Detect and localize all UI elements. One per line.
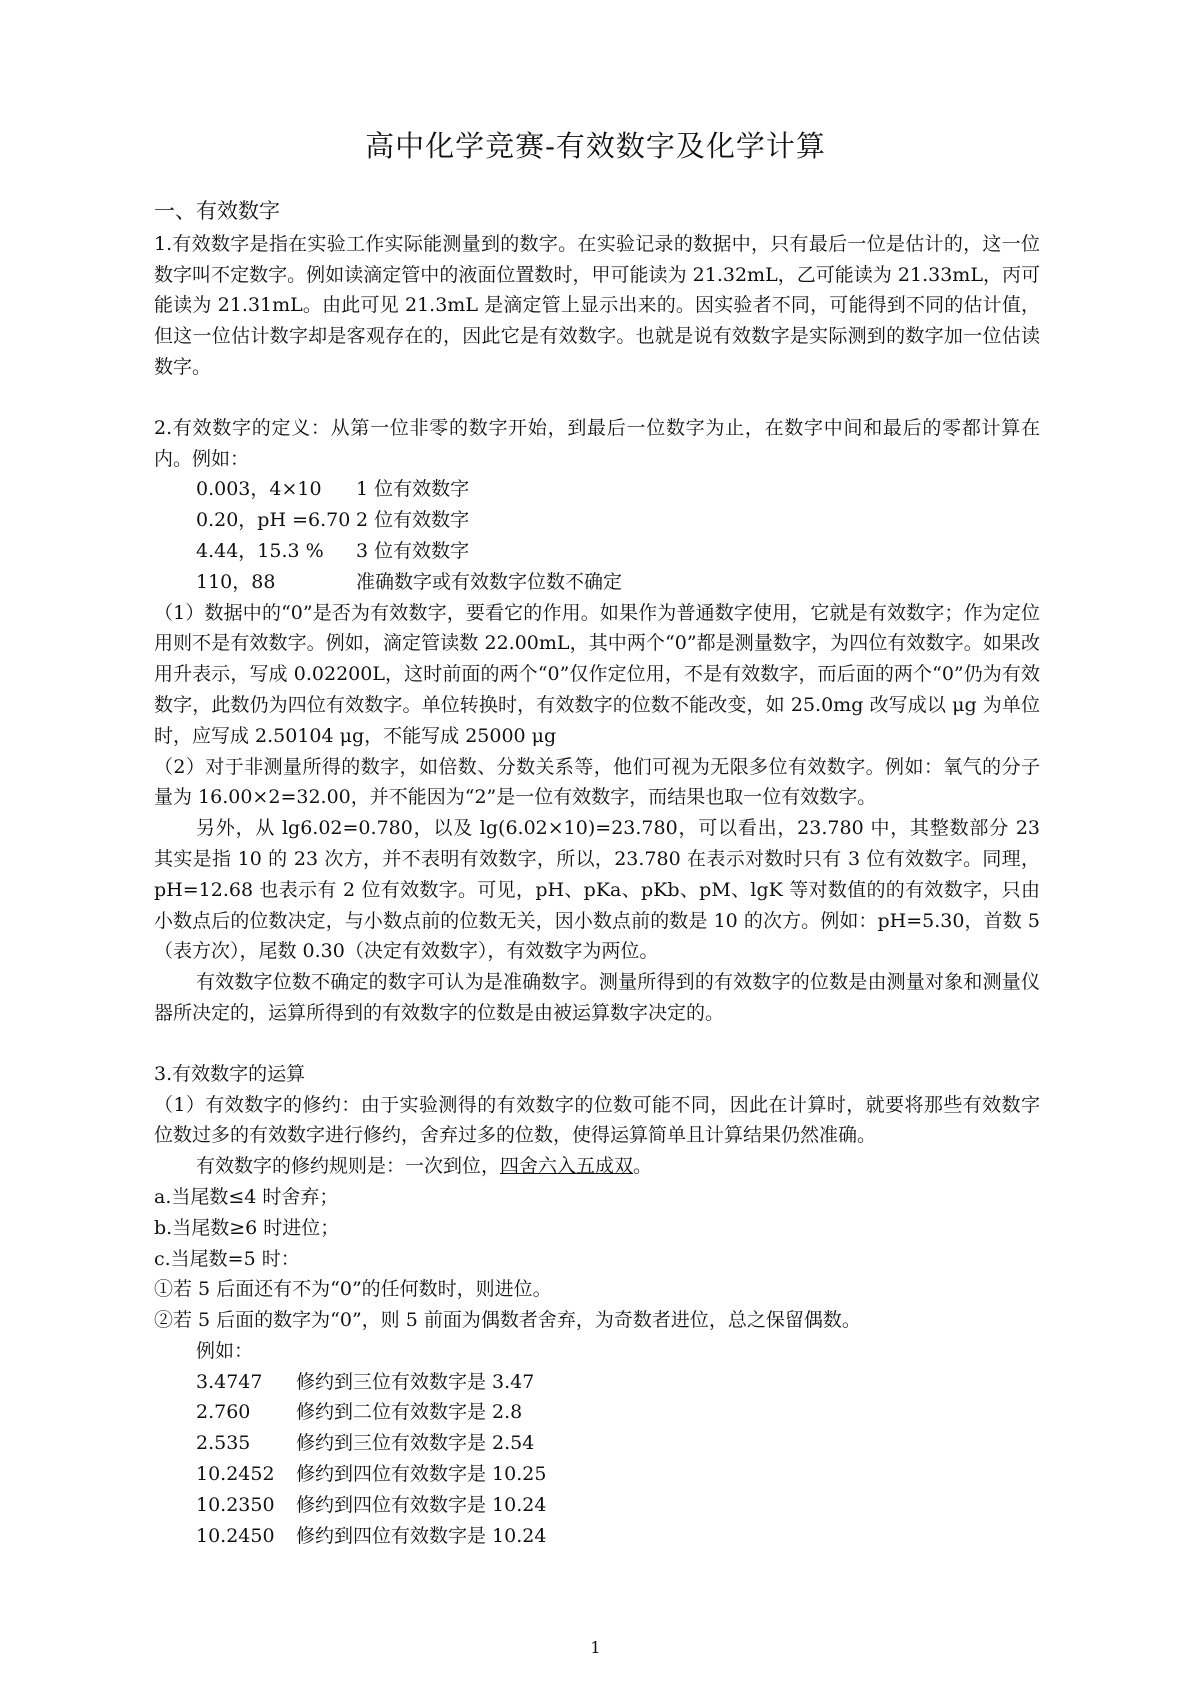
rule-b: b.当尾数≥6 时进位；: [154, 1216, 340, 1239]
rule-c2: ②若 5 后面的数字为“0”，则 5 前面为偶数者舍弃，为奇数者进位，总之保留偶数。: [154, 1309, 861, 1332]
example-row: 0.003，4×10 1 位有效数字: [196, 478, 470, 501]
paragraph-3: （1）数据中的“0”是否为有效数字，要看它的作用。如果作为普通数字使用，它就是有效数字；作为定位用则不是有效数字。例如，滴定管读数 22.00mL，其中两个“0”都是测量数字，为四位有效数字。如果改用升表示，写成 0.02200L，这时前面的两个“0”仅作定位用，不是有效数字，而后面的两个“0”仍为有效数字，此数仍为四位有效数字。单位转换时，有效数字的位数不能改变，如 25.0mg 改写成以 μg 为单位时，应写成 2.50104 μg，不能写成 25000 μg: [154, 601, 1040, 747]
paragraph-4: （2）对于非测量所得的数字，如倍数、分数关系等，他们可视为无限多位有效数字。例如：氧气的分子量为 16.00×2=32.00，并不能因为“2”是一位有效数字，而结果也取一位有效数字。: [154, 755, 1040, 809]
document-title: 高中化学竞赛-有效数字及化学计算: [365, 129, 826, 163]
rounding-row: 10.2450 修约到四位有效数字是 10.24: [196, 1524, 547, 1547]
rounding-row: 3.4747 修约到三位有效数字是 3.47: [196, 1370, 535, 1393]
paragraph-8: （1）有效数字的修约：由于实验测得的有效数字的位数可能不同，因此在计算时，就要将那些有效数字位数过多的有效数字进行修约，舍弃过多的位数，使得运算简单且计算结果仍然准确。: [154, 1093, 1040, 1147]
example-row: 4.44，15.3 % 3 位有效数字: [196, 539, 470, 562]
rule-c: c.当尾数=5 时：: [154, 1247, 300, 1270]
underlined-rule: 四舍六入五成双: [500, 1155, 634, 1178]
section-heading: 一、有效数字: [154, 199, 280, 223]
paragraph-1: 1.有效数字是指在实验工作实际能测量到的数字。在实验记录的数据中，只有最后一位是估计的，这一位数字叫不定数字。例如读滴定管中的液面位置数时，甲可能读为 21.32mL，乙可能读为 21.33mL，丙可能读为 21.31mL。由此可见 21.3mL 是滴定管上显示出来的。因实验者不同，可能得到不同的估计值，但这一位估计数字却是客观存在的，因此它是有效数字。也就是说有效数字是实际测到的数字加一位估读数字。: [154, 232, 1040, 378]
paragraph-7: 3.有效数字的运算: [154, 1062, 306, 1085]
paragraph-9: 有效数字的修约规则是：一次到位，四舍六入五成双。: [196, 1155, 653, 1178]
paragraph-2: 2.有效数字的定义：从第一位非零的数字开始，到最后一位数字为止，在数字中间和最后的零都计算在内。例如：: [154, 416, 1040, 470]
rounding-row: 2.760 修约到二位有效数字是 2.8: [196, 1401, 523, 1424]
rounding-row: 10.2452 修约到四位有效数字是 10.25: [196, 1463, 547, 1486]
rule-c1: ①若 5 后面还有不为“0”的任何数时，则进位。: [154, 1278, 552, 1301]
page-number: 1: [590, 1638, 601, 1657]
paragraph-6: 有效数字位数不确定的数字可认为是准确数字。测量所得到的有效数字的位数是由测量对象和测量仪器所决定的，运算所得到的有效数字的位数是由被运算数字决定的。: [154, 971, 1040, 1024]
paragraph-5: 另外，从 lg6.02=0.780，以及 lg(6.02×10)=23.780，可以看出，23.780 中，其整数部分 23 其实是指 10 的 23 次方，并不表明有效数字，所以，23.780 在表示对数时只有 3 位有效数字。同理，pH=12.68 也表示有 2 位有效数字。可见，pH、pKa、pKb、pM、lgK 等对数值的的有效数字，只由小数点后的位数决定，与小数点前的位数无关，因小数点前的数是 10 的次方。例如：pH=5.30，首数 5（表方次），尾数 0.30（决定有效数字），有效数字为两位。: [154, 817, 1040, 963]
example-label: 例如：: [196, 1339, 254, 1362]
example-row: 110，88 准确数字或有效数字位数不确定: [196, 570, 623, 593]
rule-a: a.当尾数≤4 时舍弃；: [154, 1185, 339, 1208]
document-body: [154, 196, 1040, 1551]
rounding-row: 10.2350 修约到四位有效数字是 10.24: [196, 1493, 547, 1516]
rounding-row: 2.535 修约到三位有效数字是 2.54: [196, 1432, 535, 1455]
example-row: 0.20，pH =6.70 2 位有效数字: [196, 509, 470, 532]
